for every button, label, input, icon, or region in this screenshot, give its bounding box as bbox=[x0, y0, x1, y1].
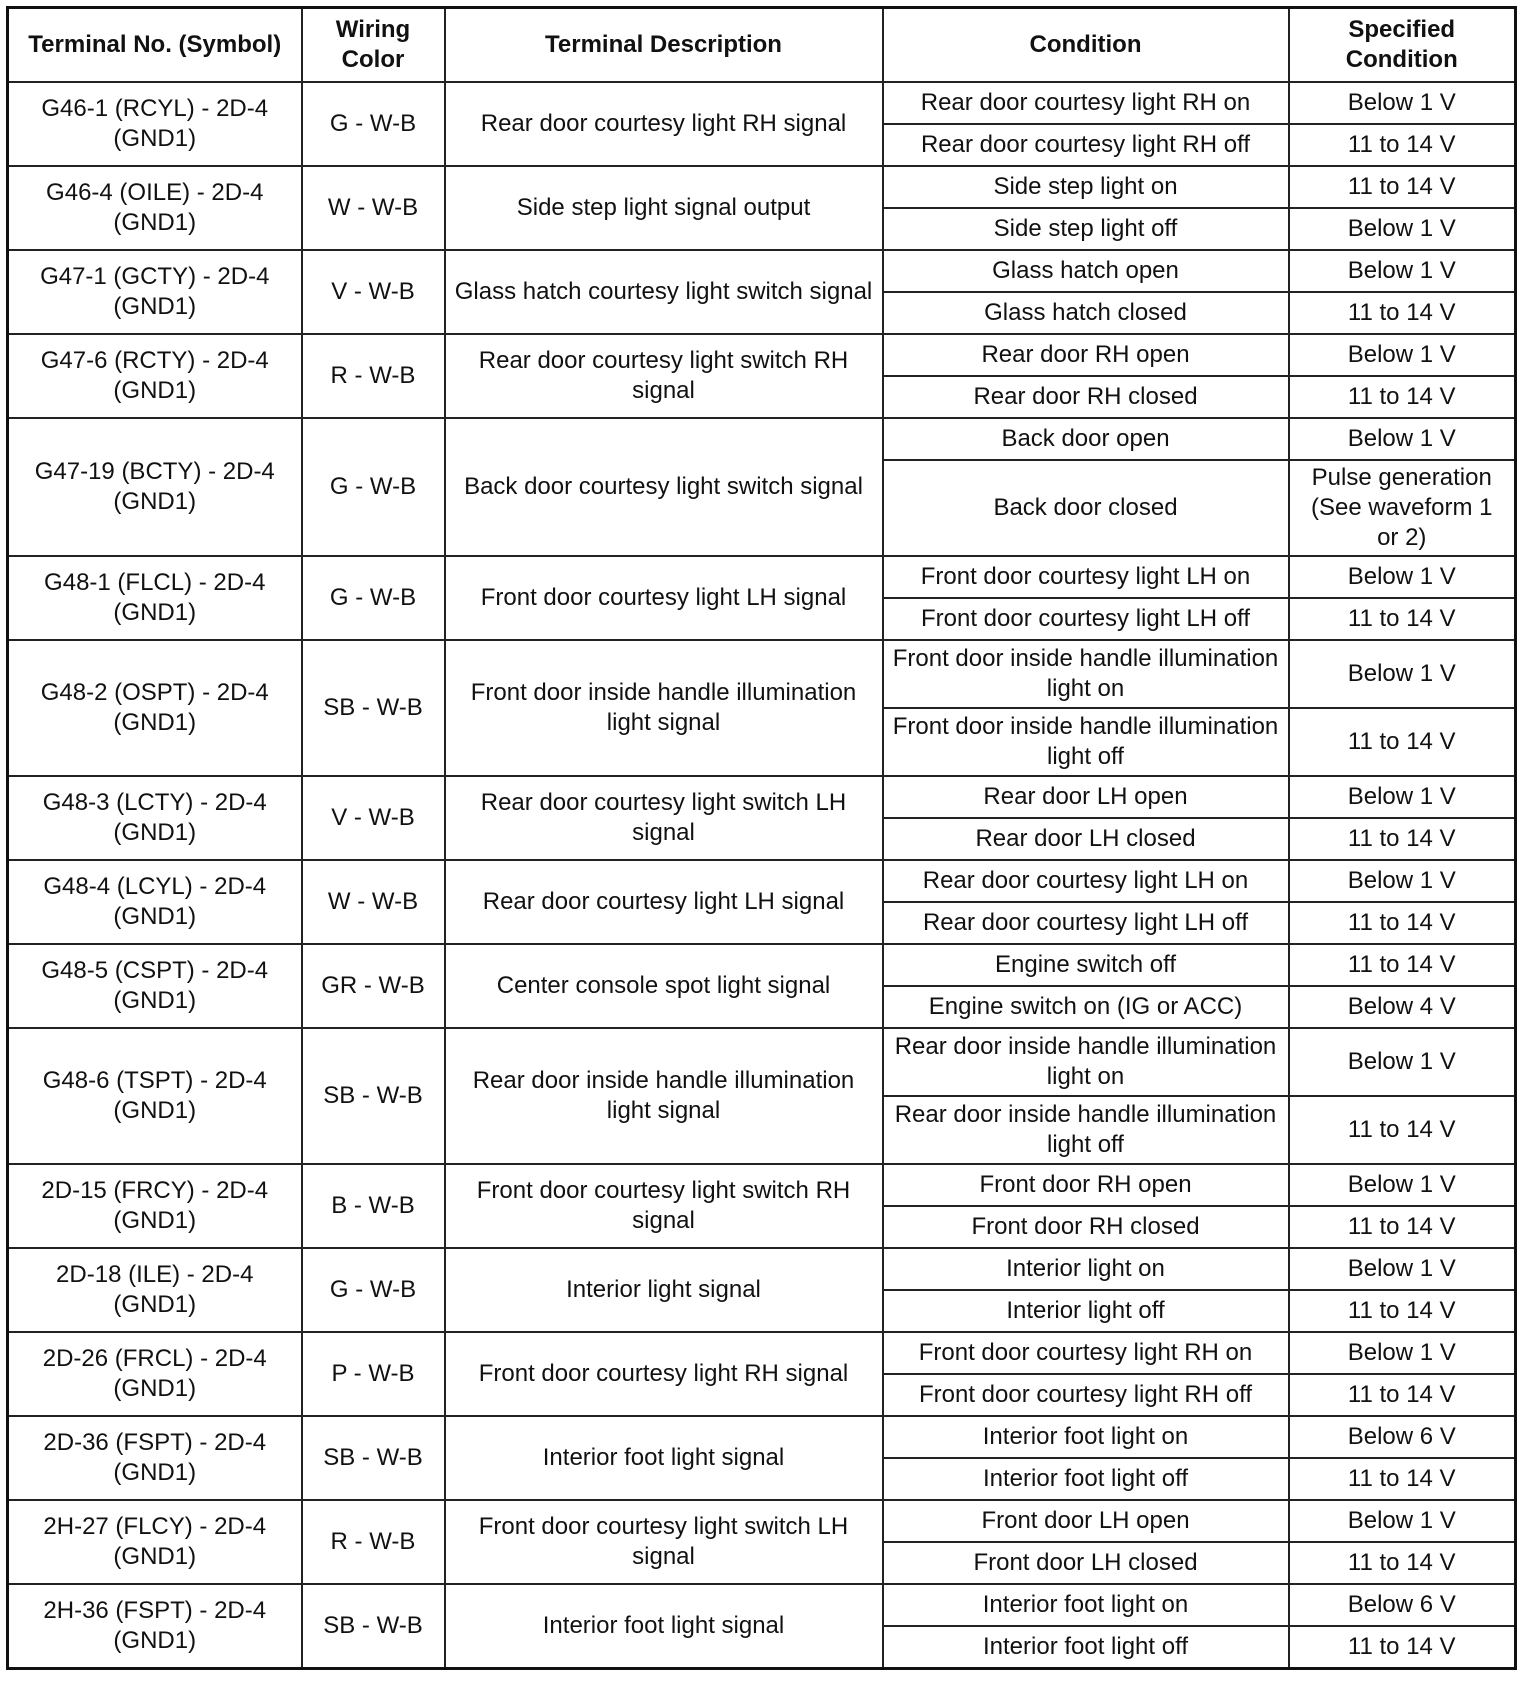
condition-cell: Rear door LH closed bbox=[883, 818, 1289, 860]
terminal-cell: 2H-27 (FLCY) - 2D-4 (GND1) bbox=[8, 1500, 302, 1584]
specified-condition-cell: 11 to 14 V bbox=[1289, 166, 1516, 208]
terminal-cell: 2D-36 (FSPT) - 2D-4 (GND1) bbox=[8, 1416, 302, 1500]
wiring-color-cell: R - W-B bbox=[302, 1500, 445, 1584]
condition-cell: Back door open bbox=[883, 418, 1289, 460]
description-cell: Front door courtesy light switch RH signal bbox=[445, 1164, 883, 1248]
condition-cell: Front door inside handle illumination light off bbox=[883, 708, 1289, 776]
wiring-color-cell: G - W-B bbox=[302, 418, 445, 556]
table-row bbox=[8, 944, 1516, 986]
specified-condition-cell: 11 to 14 V bbox=[1289, 1374, 1516, 1416]
wiring-color-cell: G - W-B bbox=[302, 1248, 445, 1332]
specified-condition-cell: 11 to 14 V bbox=[1289, 376, 1516, 418]
table-row bbox=[8, 640, 1516, 708]
condition-cell: Front door LH closed bbox=[883, 1542, 1289, 1584]
terminal-cell: G47-19 (BCTY) - 2D-4 (GND1) bbox=[8, 418, 302, 556]
specified-condition-cell: Below 1 V bbox=[1289, 860, 1516, 902]
description-cell: Back door courtesy light switch signal bbox=[445, 418, 883, 556]
specified-condition-cell: Below 1 V bbox=[1289, 640, 1516, 708]
table-row bbox=[8, 1500, 1516, 1542]
condition-cell: Interior light on bbox=[883, 1248, 1289, 1290]
table-row bbox=[8, 556, 1516, 598]
terminal-cell: G48-3 (LCTY) - 2D-4 (GND1) bbox=[8, 776, 302, 860]
terminal-cell: G48-1 (FLCL) - 2D-4 (GND1) bbox=[8, 556, 302, 640]
description-cell: Front door inside handle illumination light signal bbox=[445, 640, 883, 776]
condition-cell: Rear door LH open bbox=[883, 776, 1289, 818]
condition-cell: Engine switch on (IG or ACC) bbox=[883, 986, 1289, 1028]
description-cell: Interior foot light signal bbox=[445, 1416, 883, 1500]
table-row bbox=[8, 334, 1516, 376]
specified-condition-cell: Below 1 V bbox=[1289, 1248, 1516, 1290]
wiring-color-cell: R - W-B bbox=[302, 334, 445, 418]
condition-cell: Rear door courtesy light LH on bbox=[883, 860, 1289, 902]
specified-condition-cell: 11 to 14 V bbox=[1289, 1458, 1516, 1500]
terminal-cell: G48-4 (LCYL) - 2D-4 (GND1) bbox=[8, 860, 302, 944]
description-cell: Rear door inside handle illumination light signal bbox=[445, 1028, 883, 1164]
terminal-spec-table bbox=[6, 6, 1517, 1670]
table-row bbox=[8, 1584, 1516, 1626]
table-row bbox=[8, 166, 1516, 208]
specified-condition-cell: 11 to 14 V bbox=[1289, 1206, 1516, 1248]
terminal-cell: 2D-15 (FRCY) - 2D-4 (GND1) bbox=[8, 1164, 302, 1248]
specified-condition-cell: 11 to 14 V bbox=[1289, 944, 1516, 986]
condition-cell: Interior foot light off bbox=[883, 1458, 1289, 1500]
description-cell: Side step light signal output bbox=[445, 166, 883, 250]
condition-cell: Front door courtesy light RH on bbox=[883, 1332, 1289, 1374]
description-cell: Rear door courtesy light LH signal bbox=[445, 860, 883, 944]
terminal-spec-table-container bbox=[6, 6, 1517, 1670]
condition-cell: Rear door inside handle illumination light off bbox=[883, 1096, 1289, 1164]
condition-cell: Interior foot light on bbox=[883, 1416, 1289, 1458]
header-specified-condition: Specified Condition bbox=[1289, 8, 1516, 83]
specified-condition-cell: 11 to 14 V bbox=[1289, 124, 1516, 166]
specified-condition-cell: 11 to 14 V bbox=[1289, 1290, 1516, 1332]
terminal-cell: 2D-26 (FRCL) - 2D-4 (GND1) bbox=[8, 1332, 302, 1416]
header-row bbox=[8, 8, 1516, 83]
condition-cell: Rear door inside handle illumination light on bbox=[883, 1028, 1289, 1096]
description-cell: Rear door courtesy light RH signal bbox=[445, 82, 883, 166]
specified-condition-cell: Below 1 V bbox=[1289, 250, 1516, 292]
header-description: Terminal Description bbox=[445, 8, 883, 83]
condition-cell: Interior light off bbox=[883, 1290, 1289, 1332]
table-row bbox=[8, 1028, 1516, 1096]
description-cell: Front door courtesy light RH signal bbox=[445, 1332, 883, 1416]
specified-condition-cell: Below 1 V bbox=[1289, 1332, 1516, 1374]
condition-cell: Glass hatch open bbox=[883, 250, 1289, 292]
terminal-cell: G46-4 (OILE) - 2D-4 (GND1) bbox=[8, 166, 302, 250]
table-row bbox=[8, 1164, 1516, 1206]
wiring-color-cell: SB - W-B bbox=[302, 1584, 445, 1669]
description-cell: Center console spot light signal bbox=[445, 944, 883, 1028]
specified-condition-cell: 11 to 14 V bbox=[1289, 818, 1516, 860]
wiring-color-cell: P - W-B bbox=[302, 1332, 445, 1416]
terminal-cell: 2D-18 (ILE) - 2D-4 (GND1) bbox=[8, 1248, 302, 1332]
terminal-cell: G48-6 (TSPT) - 2D-4 (GND1) bbox=[8, 1028, 302, 1164]
header-terminal: Terminal No. (Symbol) bbox=[8, 8, 302, 83]
condition-cell: Rear door courtesy light RH off bbox=[883, 124, 1289, 166]
condition-cell: Side step light off bbox=[883, 208, 1289, 250]
specified-condition-cell: 11 to 14 V bbox=[1289, 708, 1516, 776]
wiring-color-cell: W - W-B bbox=[302, 860, 445, 944]
specified-condition-cell: Below 4 V bbox=[1289, 986, 1516, 1028]
condition-cell: Rear door RH open bbox=[883, 334, 1289, 376]
description-cell: Rear door courtesy light switch RH signal bbox=[445, 334, 883, 418]
table-row bbox=[8, 418, 1516, 460]
specified-condition-cell: Below 1 V bbox=[1289, 776, 1516, 818]
specified-condition-cell: Below 6 V bbox=[1289, 1584, 1516, 1626]
condition-cell: Front door RH open bbox=[883, 1164, 1289, 1206]
condition-cell: Front door inside handle illumination light on bbox=[883, 640, 1289, 708]
specified-condition-cell: 11 to 14 V bbox=[1289, 1542, 1516, 1584]
specified-condition-cell: 11 to 14 V bbox=[1289, 1626, 1516, 1669]
table-row bbox=[8, 776, 1516, 818]
wiring-color-cell: B - W-B bbox=[302, 1164, 445, 1248]
terminal-cell: 2H-36 (FSPT) - 2D-4 (GND1) bbox=[8, 1584, 302, 1669]
wiring-color-cell: W - W-B bbox=[302, 166, 445, 250]
header-condition: Condition bbox=[883, 8, 1289, 83]
condition-cell: Glass hatch closed bbox=[883, 292, 1289, 334]
table-row bbox=[8, 860, 1516, 902]
table-body bbox=[8, 82, 1516, 1669]
table-row bbox=[8, 1332, 1516, 1374]
specified-condition-cell: 11 to 14 V bbox=[1289, 902, 1516, 944]
terminal-cell: G47-1 (GCTY) - 2D-4 (GND1) bbox=[8, 250, 302, 334]
condition-cell: Front door courtesy light LH on bbox=[883, 556, 1289, 598]
condition-cell: Front door courtesy light RH off bbox=[883, 1374, 1289, 1416]
condition-cell: Front door courtesy light LH off bbox=[883, 598, 1289, 640]
description-cell: Front door courtesy light switch LH signal bbox=[445, 1500, 883, 1584]
wiring-color-cell: SB - W-B bbox=[302, 1028, 445, 1164]
wiring-color-cell: SB - W-B bbox=[302, 640, 445, 776]
specified-condition-cell: Below 1 V bbox=[1289, 556, 1516, 598]
specified-condition-cell: Below 1 V bbox=[1289, 1028, 1516, 1096]
condition-cell: Rear door courtesy light LH off bbox=[883, 902, 1289, 944]
header-wiring-color: Wiring Color bbox=[302, 8, 445, 83]
condition-cell: Interior foot light on bbox=[883, 1584, 1289, 1626]
specified-condition-cell: Below 1 V bbox=[1289, 1500, 1516, 1542]
specified-condition-cell: Below 6 V bbox=[1289, 1416, 1516, 1458]
description-cell: Interior light signal bbox=[445, 1248, 883, 1332]
wiring-color-cell: G - W-B bbox=[302, 556, 445, 640]
table-row bbox=[8, 250, 1516, 292]
description-cell: Glass hatch courtesy light switch signal bbox=[445, 250, 883, 334]
specified-condition-cell: Below 1 V bbox=[1289, 208, 1516, 250]
table-row bbox=[8, 1416, 1516, 1458]
table-row bbox=[8, 1248, 1516, 1290]
specified-condition-cell: Below 1 V bbox=[1289, 334, 1516, 376]
condition-cell: Front door LH open bbox=[883, 1500, 1289, 1542]
description-cell: Interior foot light signal bbox=[445, 1584, 883, 1669]
specified-condition-cell: Below 1 V bbox=[1289, 418, 1516, 460]
condition-cell: Back door closed bbox=[883, 460, 1289, 556]
condition-cell: Front door RH closed bbox=[883, 1206, 1289, 1248]
wiring-color-cell: G - W-B bbox=[302, 82, 445, 166]
wiring-color-cell: SB - W-B bbox=[302, 1416, 445, 1500]
table-row bbox=[8, 82, 1516, 124]
condition-cell: Rear door RH closed bbox=[883, 376, 1289, 418]
specified-condition-cell: Below 1 V bbox=[1289, 82, 1516, 124]
specified-condition-cell: Pulse generation (See waveform 1 or 2) bbox=[1289, 460, 1516, 556]
description-cell: Front door courtesy light LH signal bbox=[445, 556, 883, 640]
condition-cell: Engine switch off bbox=[883, 944, 1289, 986]
wiring-color-cell: GR - W-B bbox=[302, 944, 445, 1028]
description-cell: Rear door courtesy light switch LH signal bbox=[445, 776, 883, 860]
terminal-cell: G46-1 (RCYL) - 2D-4 (GND1) bbox=[8, 82, 302, 166]
specified-condition-cell: Below 1 V bbox=[1289, 1164, 1516, 1206]
specified-condition-cell: 11 to 14 V bbox=[1289, 1096, 1516, 1164]
wiring-color-cell: V - W-B bbox=[302, 250, 445, 334]
specified-condition-cell: 11 to 14 V bbox=[1289, 292, 1516, 334]
condition-cell: Rear door courtesy light RH on bbox=[883, 82, 1289, 124]
terminal-cell: G48-2 (OSPT) - 2D-4 (GND1) bbox=[8, 640, 302, 776]
terminal-cell: G47-6 (RCTY) - 2D-4 (GND1) bbox=[8, 334, 302, 418]
condition-cell: Side step light on bbox=[883, 166, 1289, 208]
condition-cell: Interior foot light off bbox=[883, 1626, 1289, 1669]
wiring-color-cell: V - W-B bbox=[302, 776, 445, 860]
specified-condition-cell: 11 to 14 V bbox=[1289, 598, 1516, 640]
terminal-cell: G48-5 (CSPT) - 2D-4 (GND1) bbox=[8, 944, 302, 1028]
